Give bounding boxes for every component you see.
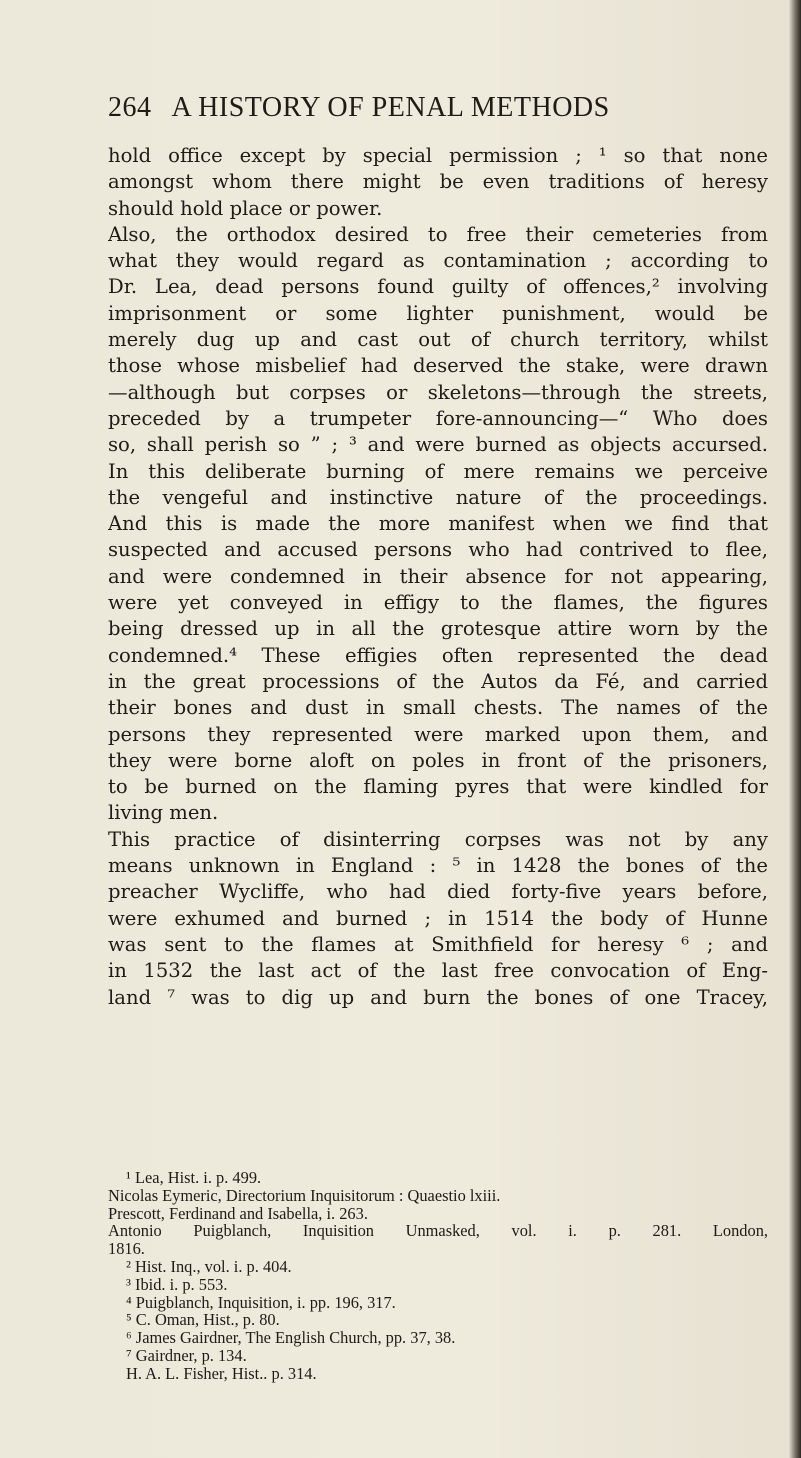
body-line: And this is made the more manifest when we find that — [108, 512, 768, 536]
body-line: means unknown in England : ⁵ in 1428 the bones of the — [108, 854, 768, 878]
body-line: should hold place or power. — [108, 196, 383, 220]
footnotes — [108, 1169, 768, 1383]
body-line: suspected and accused persons who had contrived to flee, — [108, 538, 768, 562]
body-line: the vengeful and instinctive nature of the proceedings. — [108, 485, 768, 509]
running-header — [108, 92, 768, 122]
body-line: being dressed up in all the grotesque attire worn by the — [108, 617, 768, 641]
body-line: condemned.⁴ These effigies often represented the dead — [108, 643, 768, 667]
body-line: was sent to the flames at Smithfield for heresy ⁶ ; and — [108, 932, 768, 956]
body-line: imprisonment or some lighter punishment, would be — [108, 301, 768, 325]
body-line: persons they represented were marked upon them, and — [108, 722, 768, 746]
footnote-line: H. A. L. Fisher, Hist.. p. 314. — [126, 1363, 317, 1383]
footnote-line: ³ Ibid. i. p. 553. — [126, 1274, 228, 1294]
page-edge-shadow — [789, 0, 801, 1458]
footnote-line: Antonio Puigblanch, Inquisition Unmasked, vol. i. p. 281. London, — [108, 1222, 768, 1241]
footnote-line: ⁵ C. Oman, Hist., p. 80. — [126, 1310, 280, 1330]
footnote-line: Nicolas Eymeric, Directorium Inquisitorum : Quaestio lxiii. — [108, 1185, 501, 1205]
body-line: preacher Wycliffe, who had died forty-five years before, — [108, 880, 768, 904]
body-line: —although but corpses or skeletons—through the streets, — [108, 380, 768, 404]
body-line: Dr. Lea, dead persons found guilty of offences,² involving — [108, 275, 768, 299]
body-line: those whose misbelief had deserved the stake, were drawn — [108, 354, 768, 378]
footnote-line: 1816. — [108, 1239, 145, 1259]
body-line: in 1532 the last act of the last free convocation of Eng- — [108, 959, 768, 983]
body-line: and were condemned in their absence for not appearing, — [108, 564, 768, 588]
body-line: what they would regard as contamination ; according to — [108, 249, 768, 273]
body-line: were exhumed and burned ; in 1514 the body of Hunne — [108, 906, 768, 930]
body-text — [108, 143, 768, 1011]
footnote-line: Prescott, Ferdinand and Isabella, i. 263. — [108, 1203, 368, 1223]
body-line: hold office except by special permission ; ¹ so that none — [108, 144, 768, 167]
body-line: preceded by a trumpeter fore-announcing—“ Who does — [108, 406, 768, 430]
body-line: in the great processions of the Autos da Fé, and carried — [108, 669, 768, 693]
body-line: were yet conveyed in effigy to the flames, the figures — [108, 591, 768, 615]
body-line: to be burned on the flaming pyres that were kindled for — [108, 775, 768, 799]
body-line: living men. — [108, 801, 219, 825]
footnote-line: ⁴ Puigblanch, Inquisition, i. pp. 196, 317. — [126, 1292, 396, 1312]
footnote-line: ⁶ James Gairdner, The English Church, pp. 37, 38. — [126, 1328, 456, 1348]
body-line: Also, the orthodox desired to free their cemeteries from — [108, 222, 768, 246]
footnote-line: ⁷ Gairdner, p. 134. — [126, 1345, 247, 1365]
body-line: so, shall perish so ” ; ³ and were burned as objects accursed. — [108, 433, 768, 457]
body-line: amongst whom there might be even traditions of heresy — [108, 170, 768, 194]
page-number: 264 — [108, 92, 152, 123]
footnote-line: ¹ Lea, Hist. i. p. 499. — [126, 1168, 262, 1187]
body-line: land ⁷ was to dig up and burn the bones of one Tracey, — [108, 985, 768, 1009]
body-line: merely dug up and cast out of church territory, whilst — [108, 328, 768, 352]
footnote-line: ² Hist. Inq., vol. i. p. 404. — [126, 1256, 292, 1276]
body-line: In this deliberate burning of mere remains we perceive — [108, 459, 768, 483]
body-line: their bones and dust in small chests. The names of the — [108, 696, 768, 720]
body-line: they were borne aloft on poles in front of the prisoners, — [108, 748, 768, 772]
running-title: A HISTORY OF PENAL METHODS — [171, 92, 610, 123]
body-line: This practice of disinterring corpses was not by any — [108, 827, 768, 851]
